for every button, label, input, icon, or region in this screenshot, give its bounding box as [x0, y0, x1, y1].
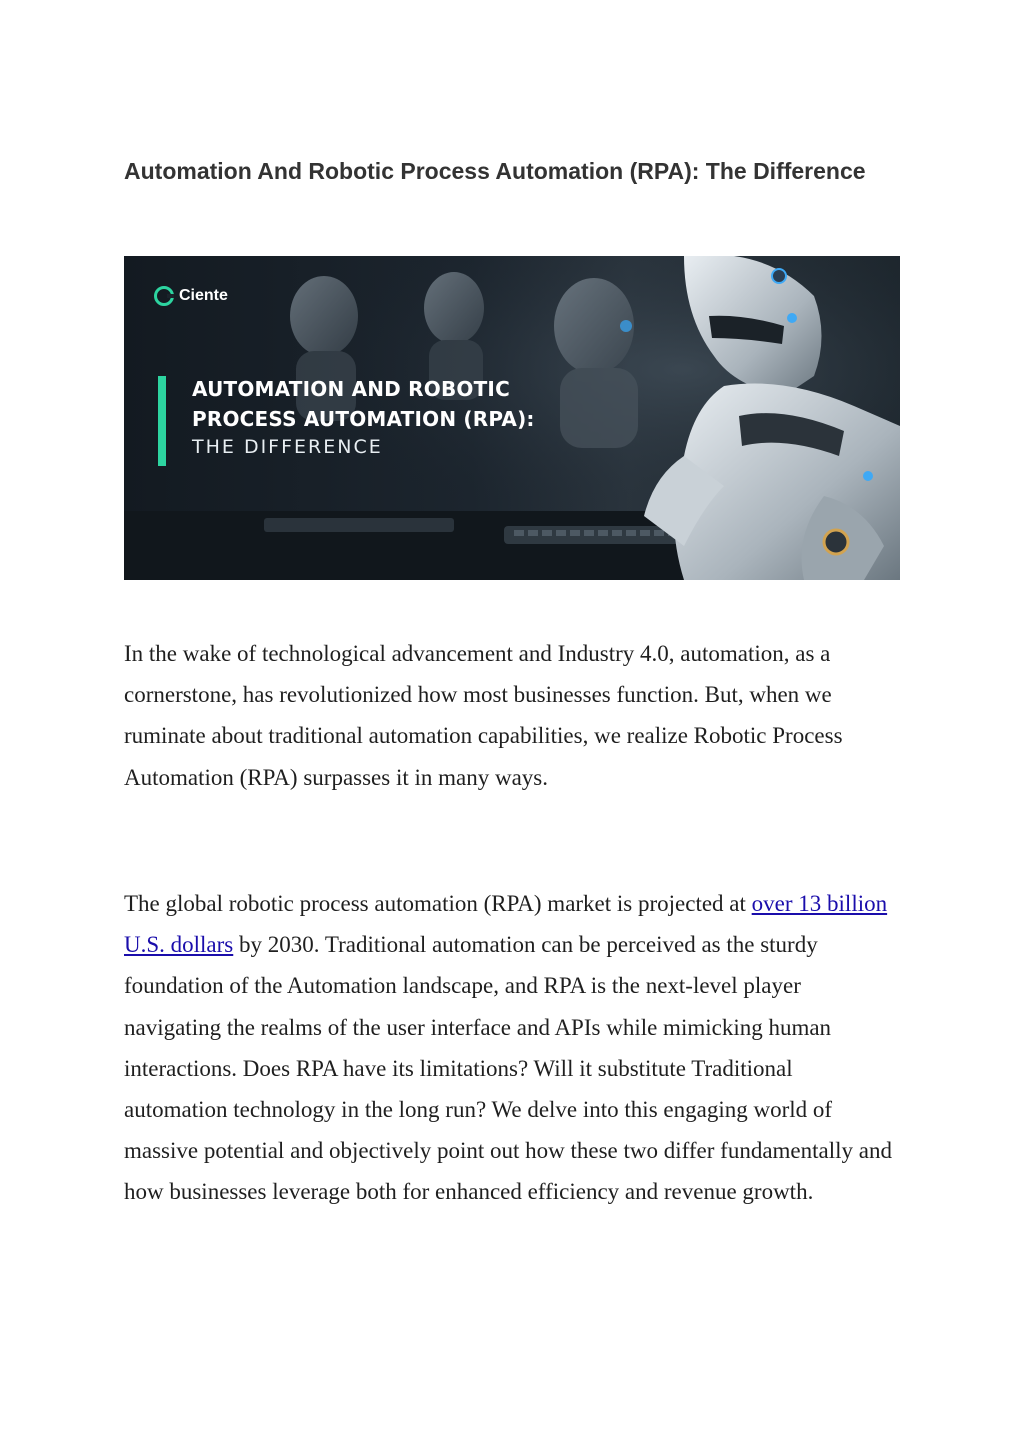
market-paragraph-start: The global robotic process automation (RPA) market is projected at: [124, 891, 752, 916]
accent-bar: [158, 376, 166, 466]
market-paragraph-rest: by 2030. Traditional automation can be perceived as the sturdy foundation of the Automation landscape, and RPA is the next-level player navigating the realms of the user interface and APIs while mimicking human interactions. Does RPA have its limitations? Will it substitute Traditional automation technology in the long run? We delve into this engaging world of massive potential and objectively point out how these two differ fundamentally and how businesses leverage both for enhanced efficiency and revenue growth.: [124, 932, 892, 1205]
banner-heading: [192, 374, 535, 434]
banner-heading-line-2: PROCESS AUTOMATION (RPA):: [192, 407, 535, 431]
intro-paragraph: In the wake of technological advancement and Industry 4.0, automation, as a cornerstone, has revolutionized how most businesses function. But, when we ruminate about traditional automation capabilities, we realize Robotic Process Automation (RPA) surpasses it in many ways.: [124, 641, 843, 790]
ciente-logo-text: Ciente: [179, 287, 228, 304]
page-title: Automation And Robotic Process Automation (RPA): The Difference: [124, 158, 866, 184]
ciente-logo-icon: [154, 286, 174, 306]
ciente-logo: [154, 286, 228, 306]
banner-heading-line-1: AUTOMATION AND ROBOTIC: [192, 377, 510, 401]
banner-subheading: THE DIFFERENCE: [192, 436, 383, 458]
market-size-link[interactable]: over 13 billion U.S. dollars: [124, 891, 888, 958]
hero-banner-image: [124, 256, 900, 580]
market-paragraph: [124, 883, 894, 1213]
